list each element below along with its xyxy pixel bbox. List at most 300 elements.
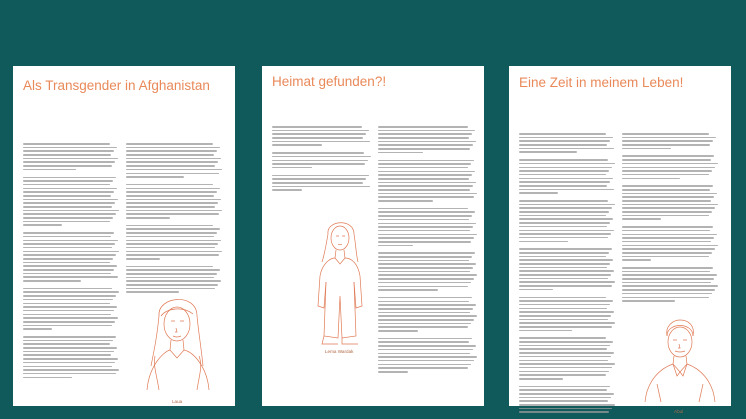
text-line [519, 319, 608, 321]
article-title: Heimat gefunden?! [272, 74, 387, 89]
text-line [23, 206, 112, 208]
text-line [519, 297, 606, 299]
text-line [519, 256, 606, 258]
text-line [622, 163, 718, 165]
text-line [23, 169, 76, 171]
text-line [126, 232, 217, 234]
text-line [23, 369, 119, 371]
text-line [378, 345, 476, 347]
text-line [622, 289, 715, 291]
text-line [622, 300, 675, 302]
text-line [272, 163, 365, 165]
text-line [378, 171, 475, 173]
article-title: Eine Zeit in meinem Leben! [519, 75, 684, 90]
text-line [126, 176, 184, 178]
text-line [622, 267, 713, 269]
text-line [378, 278, 474, 280]
text-line [23, 150, 114, 152]
text-line [126, 210, 222, 212]
text-line [519, 170, 609, 172]
text-line [622, 230, 710, 232]
text-line [23, 258, 113, 260]
text-line [23, 373, 116, 375]
text-line [622, 178, 680, 180]
text-line [23, 276, 118, 278]
text-line [272, 167, 312, 169]
text-line [519, 367, 612, 369]
text-line [23, 366, 112, 368]
text-line [378, 256, 472, 258]
text-line [378, 312, 470, 314]
text-line [378, 234, 477, 236]
text-line [272, 133, 366, 135]
text-line [23, 247, 112, 249]
text-line [378, 349, 473, 351]
article-page-heimat [262, 66, 484, 406]
article-page-zeit [509, 66, 731, 414]
text-line [23, 184, 110, 186]
text-line [378, 360, 474, 362]
text-line [519, 326, 612, 328]
text-line [23, 265, 117, 267]
text-line [378, 126, 468, 128]
text-line [519, 274, 611, 276]
text-line [519, 233, 611, 235]
text-line [272, 175, 369, 177]
text-line [622, 278, 714, 280]
text-line [126, 147, 220, 149]
text-line [23, 273, 111, 275]
text-line [126, 243, 218, 245]
text-line [622, 248, 715, 250]
text-line [519, 267, 607, 269]
text-line [378, 301, 469, 303]
text-line [378, 137, 469, 139]
text-line [519, 133, 606, 135]
text-line [378, 211, 475, 213]
text-line [519, 270, 614, 272]
text-line [126, 280, 221, 282]
text-line [519, 393, 614, 395]
text-line [126, 169, 222, 171]
text-line [519, 226, 607, 228]
text-line [519, 400, 608, 402]
text-line [23, 328, 52, 330]
paragraph-gap [519, 293, 616, 297]
text-line [23, 251, 119, 253]
text-line [23, 154, 111, 156]
text-line [23, 199, 118, 201]
text-line [23, 351, 114, 353]
text-line [519, 181, 610, 183]
text-line [519, 192, 558, 194]
text-line [378, 178, 469, 180]
text-line [519, 148, 614, 150]
text-line [519, 300, 613, 302]
text-line [378, 304, 476, 306]
text-line [622, 271, 710, 273]
text-line [378, 263, 476, 265]
text-line [23, 143, 110, 145]
text-line [23, 317, 118, 319]
text-line [519, 389, 607, 391]
text-line [23, 147, 117, 149]
text-line [23, 358, 118, 360]
text-line [622, 293, 712, 295]
text-line [378, 364, 471, 366]
text-line [519, 337, 606, 339]
text-line [126, 254, 219, 256]
text-line [622, 204, 718, 206]
text-line [378, 315, 477, 317]
text-line [23, 224, 62, 226]
text-line [622, 274, 717, 276]
text-line [126, 206, 215, 208]
text-line [126, 158, 221, 160]
text-line [378, 185, 473, 187]
text-line [378, 356, 477, 358]
text-line [23, 202, 115, 204]
text-line [622, 170, 712, 172]
text-line [126, 213, 219, 215]
text-line [519, 404, 615, 406]
text-line [519, 363, 615, 365]
text-line [519, 315, 611, 317]
text-line [272, 152, 364, 154]
text-line [23, 354, 111, 356]
text-line [378, 144, 473, 146]
text-line [378, 289, 438, 291]
text-line [622, 159, 711, 161]
text-line [378, 200, 433, 202]
text-line [126, 188, 220, 190]
portrait-caption: Lema Wardak [325, 349, 354, 354]
text-line [126, 191, 217, 193]
text-line [378, 330, 418, 332]
text-line [622, 189, 710, 191]
text-line [378, 133, 472, 135]
text-line [378, 163, 471, 165]
text-line [126, 154, 214, 156]
text-line [23, 158, 118, 160]
text-line [519, 330, 572, 332]
text-line [126, 217, 170, 219]
text-line [23, 236, 111, 238]
text-line [519, 222, 610, 224]
text-line [272, 130, 369, 132]
paragraph-gap [272, 171, 372, 175]
text-line [23, 306, 117, 308]
text-line [622, 167, 715, 169]
text-line [378, 271, 470, 273]
text-line [519, 397, 611, 399]
text-line [126, 266, 213, 268]
portrait-caption: Abul [674, 409, 684, 414]
text-line [23, 347, 117, 349]
text-line [519, 263, 610, 265]
text-line [378, 297, 472, 299]
text-line [23, 177, 116, 179]
paragraph-gap [23, 173, 120, 177]
text-line [622, 245, 718, 247]
text-line [519, 386, 610, 388]
text-line [126, 228, 220, 230]
text-line [378, 174, 472, 176]
text-line [272, 156, 371, 158]
text-line [378, 341, 469, 343]
text-line [126, 161, 218, 163]
text-line [378, 148, 470, 150]
text-line [622, 234, 717, 236]
text-line [378, 267, 473, 269]
text-line [23, 299, 113, 301]
man-portrait-drawing-icon [637, 314, 723, 402]
text-line [23, 165, 112, 167]
text-line [622, 226, 713, 228]
text-line [23, 340, 113, 342]
text-line [378, 215, 472, 217]
text-line [126, 277, 214, 279]
text-line [622, 285, 718, 287]
text-line [519, 200, 608, 202]
text-line [519, 252, 609, 254]
text-line [622, 241, 711, 243]
text-line [519, 278, 608, 280]
text-line [23, 362, 115, 364]
text-line [23, 161, 115, 163]
text-line [378, 152, 423, 154]
text-line [23, 303, 110, 305]
text-line [622, 155, 714, 157]
article-title: Als Transgender in Afghanistan [23, 78, 210, 93]
text-line [272, 178, 366, 180]
text-line [23, 321, 115, 323]
text-line [378, 367, 468, 369]
text-line [23, 336, 116, 338]
text-line [378, 286, 468, 288]
text-line [23, 254, 116, 256]
text-line [272, 141, 370, 143]
text-line [126, 251, 222, 253]
text-line [23, 295, 116, 297]
text-line [519, 304, 610, 306]
text-line [23, 291, 119, 293]
text-line [622, 140, 713, 142]
text-line [378, 182, 476, 184]
text-line [519, 411, 609, 413]
woman-standing-drawing-icon [310, 216, 370, 346]
text-line [622, 196, 714, 198]
text-line [622, 215, 709, 217]
text-line [126, 199, 221, 201]
text-line [519, 322, 615, 324]
text-line [378, 237, 474, 239]
text-line [23, 221, 110, 223]
text-line [519, 144, 607, 146]
text-line [519, 371, 609, 373]
text-line [622, 207, 715, 209]
text-line [519, 248, 612, 250]
text-line [272, 137, 363, 139]
text-line [126, 247, 215, 249]
text-column-right [378, 126, 478, 375]
text-line [378, 223, 476, 225]
text-line [519, 374, 606, 376]
text-line [622, 259, 651, 261]
text-line [126, 269, 220, 271]
portrait-caption: Laua [172, 399, 183, 404]
text-line [622, 148, 671, 150]
text-line [622, 174, 709, 176]
text-line [378, 130, 475, 132]
text-line [519, 215, 606, 217]
text-line [519, 167, 612, 169]
text-line [378, 160, 474, 162]
body-text-columns [272, 126, 478, 375]
text-line [23, 191, 114, 193]
text-line [378, 230, 470, 232]
text-line [519, 189, 614, 191]
text-line [378, 208, 468, 210]
text-line [23, 280, 81, 282]
text-line [126, 258, 160, 260]
text-line [126, 184, 213, 186]
text-line [519, 341, 613, 343]
text-line [622, 200, 711, 202]
text-line [378, 193, 477, 195]
text-line [519, 185, 607, 187]
text-column-left [23, 143, 120, 380]
text-line [378, 219, 469, 221]
text-line [272, 189, 302, 191]
text-line [378, 274, 477, 276]
text-line [23, 269, 114, 271]
text-line [23, 262, 110, 264]
text-line [519, 207, 612, 209]
text-line [378, 196, 474, 198]
text-line [378, 326, 468, 328]
text-line [519, 241, 568, 243]
text-line [622, 218, 661, 220]
text-line [23, 210, 119, 212]
text-line [126, 195, 214, 197]
text-line [23, 288, 112, 290]
text-line [622, 297, 709, 299]
text-line [272, 182, 363, 184]
text-line [126, 165, 215, 167]
article-page-transgender [13, 66, 235, 406]
text-line [378, 245, 413, 247]
text-line [126, 173, 219, 175]
text-line [23, 180, 113, 182]
text-line [519, 378, 563, 380]
text-line [126, 202, 218, 204]
text-line [23, 240, 118, 242]
text-line [23, 325, 112, 327]
text-line [378, 353, 470, 355]
text-line [519, 352, 614, 354]
text-line [23, 314, 111, 316]
text-line [23, 310, 114, 312]
text-line [126, 236, 214, 238]
text-line [519, 311, 614, 313]
text-line [378, 319, 474, 321]
text-line [126, 273, 217, 275]
text-line [519, 308, 607, 310]
text-line [378, 241, 471, 243]
text-line [378, 308, 473, 310]
text-line [126, 143, 213, 145]
text-line [378, 226, 473, 228]
text-line [126, 150, 217, 152]
text-line [622, 144, 710, 146]
text-line [126, 225, 213, 227]
text-line [378, 323, 471, 325]
text-line [519, 285, 612, 287]
text-line [23, 195, 111, 197]
text-line [378, 189, 470, 191]
text-line [126, 240, 221, 242]
text-line [622, 211, 712, 213]
text-line [378, 141, 476, 143]
text-line [519, 163, 615, 165]
text-line [519, 174, 606, 176]
text-line [519, 356, 611, 358]
text-line [519, 218, 613, 220]
text-line [519, 281, 615, 283]
text-line [378, 260, 469, 262]
text-line [519, 159, 608, 161]
text-line [23, 188, 117, 190]
text-column-left [519, 133, 616, 415]
text-line [519, 345, 610, 347]
text-line [272, 186, 370, 188]
text-line [519, 289, 553, 291]
text-line [622, 133, 709, 135]
text-line [622, 252, 712, 254]
text-line [23, 232, 114, 234]
text-line [622, 185, 713, 187]
text-line [519, 259, 613, 261]
text-line [519, 360, 608, 362]
text-line [519, 237, 608, 239]
text-line [23, 343, 110, 345]
paragraph-gap [378, 156, 478, 160]
text-line [622, 193, 717, 195]
text-line [519, 178, 613, 180]
text-line [272, 160, 368, 162]
text-line [378, 167, 468, 169]
text-line [622, 137, 716, 139]
text-line [519, 204, 615, 206]
text-line [378, 282, 471, 284]
text-line [272, 126, 362, 128]
text-line [622, 282, 711, 284]
text-line [519, 211, 609, 213]
text-line [378, 371, 408, 373]
text-line [23, 217, 113, 219]
text-line [519, 230, 614, 232]
text-line [519, 408, 612, 410]
text-line [23, 213, 116, 215]
text-line [519, 151, 577, 153]
text-line [272, 144, 322, 146]
text-line [519, 348, 607, 350]
text-line [23, 243, 115, 245]
text-line [622, 256, 709, 258]
text-line [519, 140, 610, 142]
text-line [378, 338, 472, 340]
